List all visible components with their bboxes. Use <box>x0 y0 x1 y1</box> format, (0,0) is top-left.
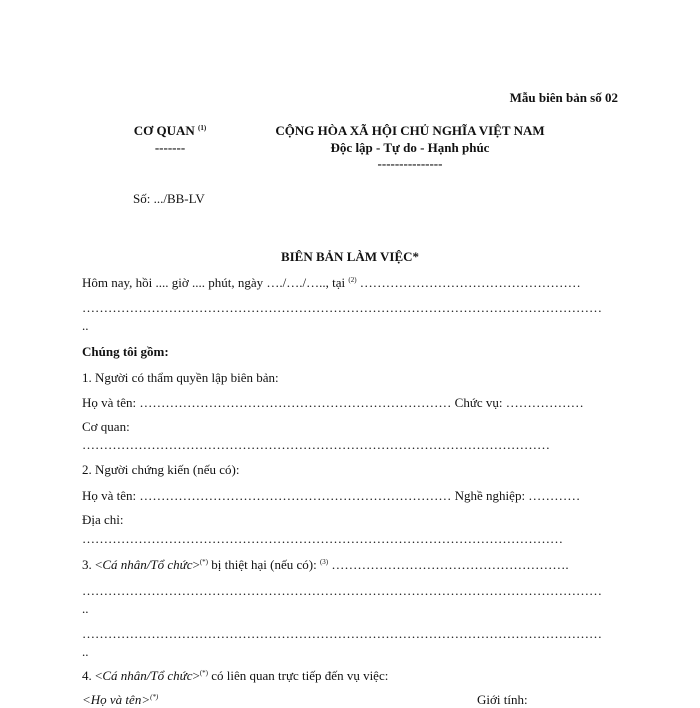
document-number: Số: .../BB-LV <box>133 191 205 206</box>
section3-dots-line-2: ………………………………………………………………………………………………………… <box>82 626 602 641</box>
agency-dashes: ------- <box>154 140 186 155</box>
section3-star-note: (*) <box>199 558 209 566</box>
section1-name-line: Họ và tên: ……………………………………………………………… Chức vụ: ……………… <box>82 395 584 410</box>
section3-text: bị thiệt hại (nếu có): <box>208 557 317 572</box>
section3-suffix: > <box>192 557 200 572</box>
section2-address-dots: ………………………………………………………………………………………………… <box>82 531 563 546</box>
section3-prefix: 3. < <box>82 557 103 572</box>
national-motto: Độc lập - Tự do - Hạnh phúc <box>330 140 490 155</box>
section3-heading <box>82 557 569 573</box>
section1-heading: 1. Người có thẩm quyền lập biên bản: <box>82 370 279 385</box>
section3-dots-line-1: ………………………………………………………………………………………………………… <box>82 583 602 598</box>
document-title: BIÊN BẢN LÀM VIỆC* <box>280 249 420 264</box>
section3-italic: Cá nhân/Tổ chức <box>102 557 193 572</box>
section3-dots-end-1: .. <box>82 601 89 616</box>
section3-footnote: (3) <box>319 558 329 566</box>
section4-text: có liên quan trực tiếp đến vụ việc: <box>208 668 389 683</box>
section2-address-label: Địa chỉ: <box>82 512 124 527</box>
intro-line <box>82 275 581 291</box>
section4-prefix: 4. < <box>82 668 103 683</box>
motto-dashes: --------------- <box>377 156 443 171</box>
section2-name-line: Họ và tên: ……………………………………………………………… Nghề nghiệp: ………… <box>82 488 581 503</box>
form-label: Mẫu biên bản số 02 <box>509 90 618 105</box>
intro-text: Hôm nay, hồi .... giờ .... phút, ngày …./…./….., tại <box>82 275 346 290</box>
republic-name: CỘNG HÒA XÃ HỘI CHỦ NGHĨA VIỆT NAM <box>275 123 545 138</box>
section4-gender-label: Giới tính: <box>477 692 528 707</box>
section3-trail: ………………………………………………. <box>328 557 569 572</box>
agency-footnote: (1) <box>198 124 207 132</box>
intro-dots-line: ………………………………………………………………………………………………………… <box>82 300 602 315</box>
section2-heading: 2. Người chứng kiến (nếu có): <box>82 462 240 477</box>
section1-agency-label: Cơ quan: <box>82 419 130 434</box>
agency-name <box>120 123 220 139</box>
section4-suffix: > <box>192 668 200 683</box>
section4-star-note: (*) <box>199 669 209 677</box>
intro-trail: …………………………………………… <box>356 275 581 290</box>
members-heading: Chúng tôi gồm: <box>82 344 169 359</box>
section1-agency-dots: ……………………………………………………………………………………………… <box>82 437 550 452</box>
section4-name-field: <Họ và tên> <box>82 692 151 707</box>
agency-text: CƠ QUAN <box>133 123 195 138</box>
intro-dots-end: .. <box>82 318 89 333</box>
section4-italic: Cá nhân/Tổ chức <box>102 668 193 683</box>
section4-heading <box>82 668 388 684</box>
section3-dots-end-2: .. <box>82 644 89 659</box>
intro-footnote: (2) <box>348 276 357 284</box>
section4-next-left <box>82 692 158 708</box>
section4-name-note: (*) <box>150 693 159 701</box>
